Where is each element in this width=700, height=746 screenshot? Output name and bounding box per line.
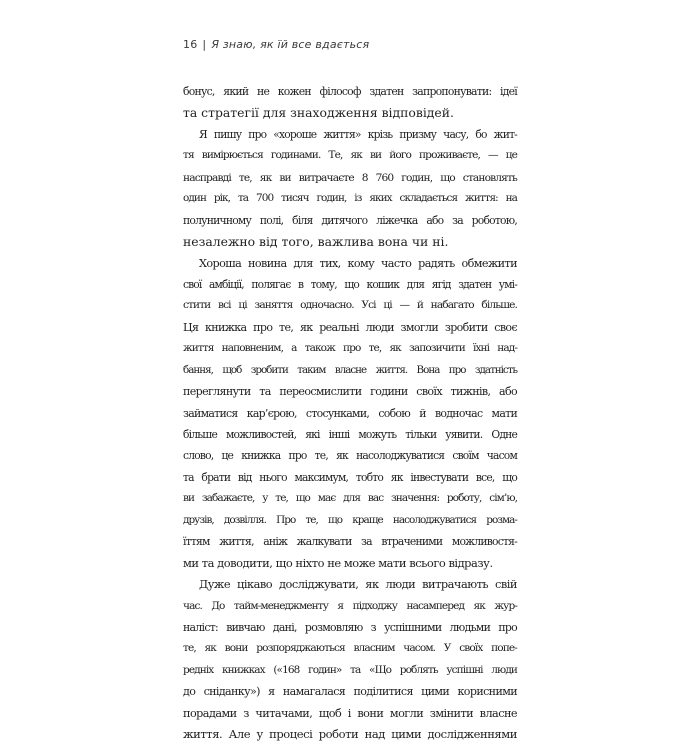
text-line: Хороша новина для тих, кому часто радять обмежити <box>199 256 517 270</box>
text-line: життя наповненим, а також про те, як запозичити їхні над- <box>183 342 517 355</box>
text-line: займатися кар’єрою, стосунками, собою й водночас мати <box>183 406 517 420</box>
text-line: свої амбіції, полягає в тому, що кошик для ягід здатен умі- <box>183 277 517 291</box>
paragraph <box>183 124 517 253</box>
text-line: Дуже цікаво досліджувати, як люди витрачають свій <box>199 577 517 592</box>
text-line: порадами з читачами, щоб і вони могли змінити власне <box>183 706 517 720</box>
text-line: тя вимірюється годинами. Те, як ви його проживаєте, — це <box>183 149 517 162</box>
text-line: до сніданку») я намагалася поділитися цими корисними <box>183 685 517 699</box>
text-line: Ця книжка про те, як реальні люди змогли зробити своє <box>183 320 517 334</box>
text-line: те, як вони розпоряджаються власним часом. У своїх попе- <box>183 642 517 655</box>
text-line: та стратегії для знаходження відповідей. <box>183 105 454 121</box>
running-head <box>183 38 369 51</box>
text-line: полуничному полі, біля дитячого ліжечка або за роботою, <box>183 213 517 227</box>
text-line: переглянути та переосмислити години своїх тижнів, або <box>183 385 517 399</box>
text-line: Я пишу про «хороше життя» крізь призму часу, бо жит- <box>199 127 517 141</box>
paragraph <box>183 574 517 746</box>
page-number: 16 <box>183 38 198 51</box>
text-line: бонус, який не кожен філософ здатен запропонувати: ідеї <box>183 85 517 98</box>
text-line: один рік, та 700 тисяч годин, із яких складається життя: на <box>183 192 517 205</box>
text-line: час. До тайм-менеджменту я підходжу насамперед як жур- <box>183 599 517 612</box>
text-line: ми та доводити, що ніхто не може мати всього відразу. <box>183 555 493 570</box>
text-line: наліст: вивчаю дані, розмовляю з успішними людьми про <box>183 620 517 634</box>
text-line: незалежно від того, важлива вона чи ні. <box>183 234 449 250</box>
text-line: слово, це книжка про те, як насолоджуватися своїм часом <box>183 449 517 463</box>
text-line: стити всі ці заняття одночасно. Усі ці — й набагато більше. <box>183 299 517 312</box>
body-text <box>183 81 517 746</box>
text-line: їттям життя, аніж жалкувати за втраченими можливостя- <box>183 535 517 549</box>
text-line: насправді те, як ви витрачаєте 8 760 годин, що становлять <box>183 170 517 184</box>
paragraph <box>183 81 517 124</box>
text-line: більше можливостей, які інші можуть тільки уявити. Одне <box>183 428 517 441</box>
text-line: друзів, дозвілля. Про те, що краще насолоджуватися розма- <box>183 513 517 526</box>
paragraph <box>183 253 517 575</box>
running-head-title: Я знаю, як їй все вдається <box>211 38 370 51</box>
text-line: редніх книжках («168 годин» та «Що роблять успішні люди <box>183 663 517 676</box>
text-line: життя. Але у процесі роботи над цими дослідженнями <box>183 727 517 742</box>
text-line: ви забажаєте, у те, що має для вас значення: роботу, сім’ю, <box>183 492 517 505</box>
text-line: бання, щоб зробити таким власне життя. Вона про здатність <box>183 363 517 376</box>
text-line: та брати від нього максимум, тобто як інвестувати все, що <box>183 470 517 484</box>
header-separator: | <box>202 38 207 51</box>
